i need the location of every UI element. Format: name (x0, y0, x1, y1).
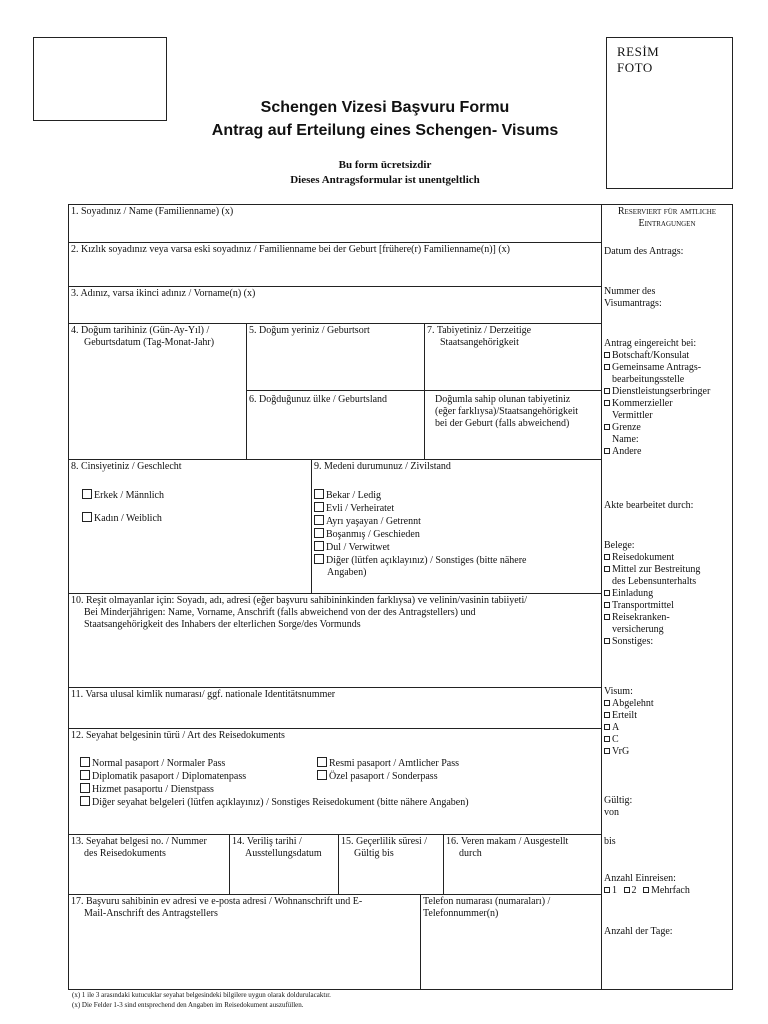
submitted-at-group: Antrag eingereicht bei: Botschaft/Konsulat Gemeinsame Antrags- bearbeitungsstelle Dienstleistungserbringer Kommerzieller Vermittler Grenze Name: Andere (604, 338, 734, 458)
field-8-sex: 8. Cinsiyetiniz / Geschlecht Erkek / Männlich Kadın / Weiblich (68, 459, 312, 594)
field-11-national-id[interactable]: 11. Varsa ulusal kimlik numarası/ ggf. nationale Identitätsnummer (68, 687, 602, 729)
option-invitation[interactable]: Einladung (604, 588, 734, 600)
option-divorced[interactable]: Boşanmış / Geschieden (314, 528, 599, 541)
option-issued[interactable]: Erteilt (604, 710, 734, 722)
checkbox-special-passport[interactable] (317, 770, 327, 780)
free-notice-de: Dieses Antragsformular ist unentgeltlich (290, 174, 480, 186)
checkbox-means[interactable] (604, 566, 610, 572)
checkbox-border[interactable] (604, 424, 610, 430)
checkbox-diplomatic-passport[interactable] (80, 770, 90, 780)
checkbox-other[interactable] (314, 554, 324, 564)
field-14-issue-date[interactable]: 14. Veriliş tarihi / Ausstellungsdatum (229, 834, 339, 895)
checkbox-joint-centre[interactable] (604, 364, 610, 370)
option-service-provider[interactable]: Dienstleistungserbringer (604, 386, 734, 398)
option-insurance[interactable]: Reisekranken- (604, 612, 734, 624)
option-joint-centre[interactable]: Gemeinsame Antrags- (604, 362, 734, 374)
option-other-place[interactable]: Andere (604, 446, 734, 458)
checkbox-multiple[interactable] (643, 887, 649, 893)
processed-by-label: Akte bearbeitet durch: (604, 500, 694, 511)
field-1-surname[interactable]: 1. Soyadınız / Name (Familienname) (x) (68, 204, 602, 243)
application-date-label: Datum des Antrags: (604, 246, 684, 257)
checkbox-type-vrg[interactable] (604, 748, 610, 754)
official-use-column (601, 204, 733, 990)
option-means[interactable]: Mittel zur Bestreitung (604, 564, 734, 576)
free-notice-tr: Bu form ücretsizdir (338, 159, 432, 171)
checkbox-service-passport[interactable] (80, 783, 90, 793)
option-travel-doc[interactable]: Reisedokument (604, 552, 734, 564)
option-refused[interactable]: Abgelehnt (604, 698, 734, 710)
checkbox-invitation[interactable] (604, 590, 610, 596)
checkbox-refused[interactable] (604, 700, 610, 706)
footnote-tr: (x) 1 ile 3 arasındaki kutucuklar seyahat belgesindeki bilgilere uygun olarak doldurulacaktır. (72, 991, 331, 999)
field-4-date-of-birth[interactable]: 4. Doğum tarihiniz (Gün-Ay-Yıl) / Geburtsdatum (Tag-Monat-Jahr) (68, 323, 247, 460)
field-15-valid-until[interactable]: 15. Geçerlilik süresi / Gültig bis (338, 834, 444, 895)
option-transport[interactable]: Transportmittel (604, 600, 734, 612)
footnote-de: (x) Die Felder 1-3 sind entsprechend den Angaben im Reisedokument auszufüllen. (72, 1001, 304, 1009)
entries-group: Anzahl Einreisen: 1 2 Mehrfach (604, 873, 690, 896)
checkbox-other-docs[interactable] (604, 638, 610, 644)
option-married[interactable]: Evli / Verheiratet (314, 502, 599, 515)
option-other-docs[interactable]: Sonstiges: (604, 636, 734, 648)
checkbox-female[interactable] (82, 512, 92, 522)
option-commercial[interactable]: Kommerzieller (604, 398, 734, 410)
checkbox-type-a[interactable] (604, 724, 610, 730)
checkbox-widowed[interactable] (314, 541, 324, 551)
option-single[interactable]: Bekar / Ledig (314, 489, 599, 502)
checkbox-one-entry[interactable] (604, 887, 610, 893)
option-official-passport[interactable]: Resmi pasaport / Amtlicher Pass (317, 757, 459, 770)
field-2-birth-surname[interactable]: 2. Kızlık soyadınız veya varsa eski soyadınız / Familienname bei der Geburt [frühere(r) Familienname(n)] (x) (68, 242, 602, 287)
field-13-document-number[interactable]: 13. Seyahat belgesi no. / Nummer des Reisedokuments (68, 834, 230, 895)
option-embassy[interactable]: Botschaft/Konsulat (604, 350, 734, 362)
option-type-c[interactable]: C (604, 734, 734, 746)
visa-decision-group: Visum: Abgelehnt Erteilt A C VrG (604, 686, 734, 758)
field-17b-phone[interactable]: Telefon numarası (numaraları) / Telefonnummer(n) (420, 894, 602, 990)
option-normal-passport[interactable]: Normal pasaport / Normaler Pass (80, 757, 469, 770)
checkbox-other-place[interactable] (604, 448, 610, 454)
form-title-tr: Schengen Vizesi Başvuru Formu (260, 99, 510, 116)
field-17-home-address[interactable]: 17. Başvuru sahibinin ev adresi ve e-posta adresi / Wohnanschrift und E- Mail-Anschrift des Antragstellers (68, 894, 421, 990)
option-service-passport[interactable]: Hizmet pasaportu / Dienstpass (80, 783, 469, 796)
option-other-cont: Angaben) (327, 567, 367, 578)
checkbox-two-entries[interactable] (624, 887, 630, 893)
option-multiple[interactable]: Mehrfach (643, 885, 690, 896)
field-7b-nationality-at-birth[interactable]: Doğumla sahip olunan tabiyetiniz (eğer farklıysa)/Staatsangehörigkeit bei der Geburt (falls abweichend) (424, 390, 602, 460)
option-type-a[interactable]: A (604, 722, 734, 734)
option-type-vrg[interactable]: VrG (604, 746, 734, 758)
checkbox-type-c[interactable] (604, 736, 610, 742)
field-10-minors-guardian[interactable]: 10. Reşit olmayanlar için: Soyadı, adı, adresi (eğer başvuru sahibininkinden farklıysa) ve velinin/vasinin tabiiyeti/ Bei Minderjährigen: Name, Vorname, Anschrift (falls abweichend von der des Antragstellers) und Staatsangehörigkeit des Inhabers der elterlichen Sorge/des Vormunds (68, 593, 602, 688)
option-special-passport[interactable]: Özel pasaport / Sonderpass (317, 770, 459, 783)
photo-label-tr: RESİM (617, 44, 660, 59)
checkbox-normal-passport[interactable] (80, 757, 90, 767)
field-7-nationality[interactable]: 7. Tabiyetiniz / Derzeitige Staatsangehörigkeit (424, 323, 602, 391)
checkbox-official-passport[interactable] (317, 757, 327, 767)
checkbox-service-provider[interactable] (604, 388, 610, 394)
option-other-document[interactable]: Diğer seyahat belgeleri (lütfen açıklayınız) / Sonstiges Reisedokument (bitte nähere Angaben) (80, 796, 469, 809)
checkbox-issued[interactable] (604, 712, 610, 718)
checkbox-other-document[interactable] (80, 796, 90, 806)
checkbox-male[interactable] (82, 489, 92, 499)
office-stamp-box (33, 37, 167, 121)
application-number-label: Nummer des Visumantrags: (604, 286, 662, 309)
field-9-marital-status: 9. Medeni durumunuz / Zivilstand Bekar / Ledig Evli / Verheiratet Ayrı yaşayan / Getrennt Boşanmış / Geschieden Dul / Verwitwet Diğer (lütfen açıklayınız) / Sonstiges (bitte nähere Angaben) (311, 459, 602, 594)
option-border[interactable]: Grenze (604, 422, 734, 434)
option-widowed[interactable]: Dul / Verwitwet (314, 541, 599, 554)
option-female[interactable]: Kadın / Weiblich (82, 512, 309, 525)
field-3-first-name[interactable]: 3. Adınız, varsa ikinci adınız / Vorname(n) (x) (68, 286, 602, 324)
official-use-header: Reserviert für amtliche Eintragungen (617, 206, 717, 229)
form-title-de: Antrag auf Erteilung eines Schengen- Visums (211, 122, 559, 139)
option-diplomatic-passport[interactable]: Diplomatik pasaport / Diplomatenpass (80, 770, 469, 783)
checkbox-divorced[interactable] (314, 528, 324, 538)
photo-label-de: FOTO (617, 60, 653, 75)
checkbox-insurance[interactable] (604, 614, 610, 620)
field-6-country-of-birth[interactable]: 6. Doğduğunuz ülke / Geburtsland (246, 390, 425, 460)
checkbox-single[interactable] (314, 489, 324, 499)
field-5-place-of-birth[interactable]: 5. Doğum yeriniz / Geburtsort (246, 323, 425, 391)
field-16-issued-by[interactable]: 16. Veren makam / Ausgestellt durch (443, 834, 602, 895)
checkbox-married[interactable] (314, 502, 324, 512)
validity-group: Gültig: von (604, 795, 633, 818)
checkbox-embassy[interactable] (604, 352, 610, 358)
checkbox-commercial[interactable] (604, 400, 610, 406)
option-other[interactable]: Diğer (lütfen açıklayınız) / Sonstiges (bitte nähere (314, 554, 599, 567)
checkbox-travel-doc[interactable] (604, 554, 610, 560)
option-two-entries[interactable]: 2 (624, 885, 637, 896)
valid-until-label: bis (604, 836, 616, 847)
checkbox-transport[interactable] (604, 602, 610, 608)
checkbox-separated[interactable] (314, 515, 324, 525)
field-12-travel-document-type: 12. Seyahat belgesinin türü / Art des Reisedokuments Normal pasaport / Normaler Pass Diplomatik pasaport / Diplomatenpass Hizmet pasaportu / Dienstpass Diğer seyahat belgeleri (lütfen açıklayınız) / Sonstiges Reisedokument (bitte nähere Angaben) Resmi pasaport / Amtlicher Pass Özel pasaport / Sonderpass (68, 728, 602, 835)
documents-group: Belege: Reisedokument Mittel zur Bestreitung des Lebensunterhalts Einladung Transportmittel Reisekranken- versicherung Sonstiges: (604, 540, 734, 648)
number-of-days-label: Anzahl der Tage: (604, 926, 673, 937)
photo-box[interactable] (606, 37, 733, 189)
option-separated[interactable]: Ayrı yaşayan / Getrennt (314, 515, 599, 528)
option-one-entry[interactable]: 1 (604, 885, 617, 896)
option-male[interactable]: Erkek / Männlich (82, 489, 309, 502)
